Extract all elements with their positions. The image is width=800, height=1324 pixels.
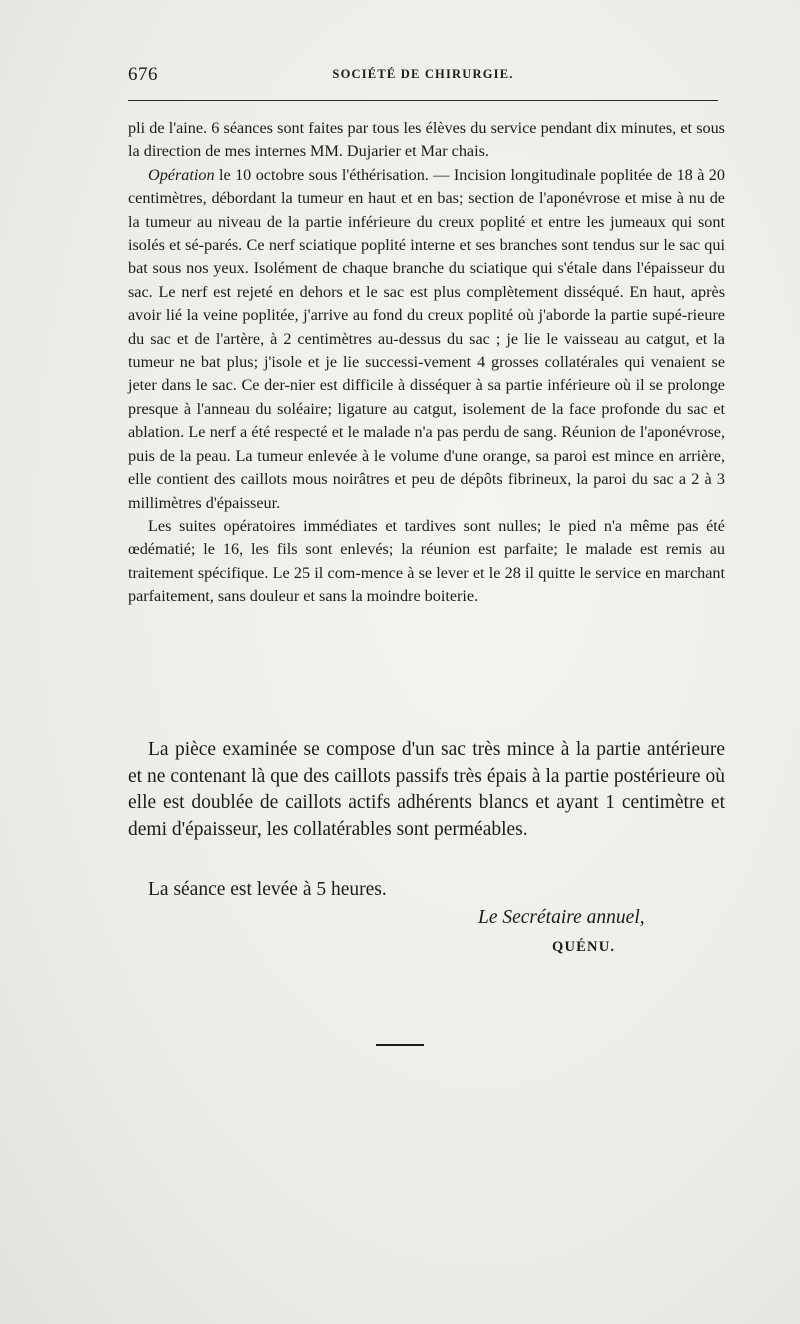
page-header — [128, 64, 718, 94]
paragraph-text: pli de l'aine. 6 séances sont faites par tous les élèves du service pendant dix minutes, et sous la direction de mes internes MM. Dujarier et Mar chais. — [128, 119, 725, 161]
body-text-small — [128, 117, 725, 609]
paragraph-lead: Opération — [148, 165, 215, 184]
running-title: SOCIÉTÉ DE CHIRURGIE. — [332, 67, 514, 81]
paragraph-operation — [128, 164, 725, 515]
paragraph-continuation — [128, 117, 725, 164]
paragraph-text: le 10 octobre sous l'éthérisation. — Incision longitudinale poplitée de 18 à 20 centimètres, débordant la tumeur en haut et en bas; section de l'aponévrose et mise à nu de la tumeur au niveau de la partie inférieure du creux poplité et entre les jumeaux qui sont isolés et sé-parés. Ce nerf sciatique poplité interne et ses branches sont tendus sur le sac qui bat sous nos yeux. Isolément de chaque branche du sciatique qui s'étale dans l'épaisseur du sac. Le nerf est rejeté en dehors et le sac est plus complètement disséqué. En haut, après avoir lié la veine poplitée, j'arrive au fond du creux poplité où j'aborde la partie supé-rieure du sac et de l'artère, à 2 centimètres au-dessus du sac ; je lie le vaisseau au catgut, et la tumeur ne bat plus; j'isole et je lie successi-vement 4 grosses collatérales qui venaient se jeter dans le sac. Ce der-nier est difficile à disséquer à sa partie inférieure où il se prolonge presque à l'anneau du soléaire; ligature au catgut, isolement de la face profonde du sac et ablation. Le nerf a été respecté et le malade n'a pas perdu de sang. Réunion de l'aponévrose, puis de la peau. La tumeur enlevée à le volume d'une orange, sa paroi est mince en arrière, elle contient des caillots mous noirâtres et peu de dépôts fibrineux, la paroi du sac a 2 à 3 millimètres d'épaisseur. — [128, 165, 725, 512]
header-rule — [128, 100, 718, 101]
page-number: 676 — [128, 64, 158, 85]
signature-role: Le Secrétaire annuel, — [478, 907, 645, 928]
paragraph-outcome — [128, 515, 725, 609]
end-rule — [376, 1044, 424, 1046]
signature-name: QUÉNU. — [552, 939, 616, 955]
closing-line: La séance est levée à 5 heures. — [148, 879, 387, 900]
paragraph-text: Les suites opératoires immédiates et tardives sont nulles; le pied n'a même pas été œdématié; le 16, les fils sont enlevés; la réunion est parfaite; le malade est remis au traitement spécifique. Le 25 il com-mence à se lever et le 28 il quitte le service en marchant parfaitement, sans douleur et sans la moindre boiterie. — [128, 516, 725, 606]
paragraph-specimen: La pièce examinée se compose d'un sac très mince à la partie antérieure et ne contenant là que des caillots passifs très épais à la partie postérieure où elle est doublée de caillots actifs adhérents blancs et ayant 1 centimètre et demi d'épaisseur, les collatérables sont perméables. — [128, 739, 725, 840]
body-text-large — [128, 737, 725, 843]
